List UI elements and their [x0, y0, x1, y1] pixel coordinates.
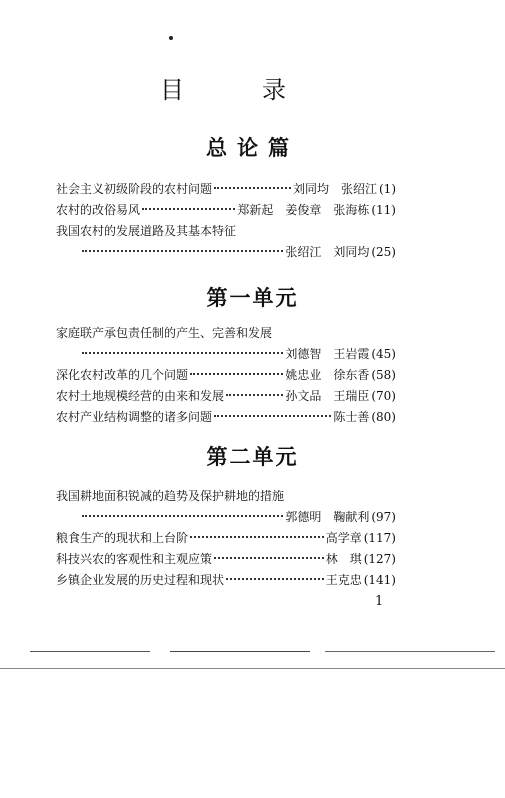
page-number: 1 — [375, 594, 384, 609]
entry-title: 科技兴农的客观性和主观应策 — [56, 552, 213, 566]
toc-entry[interactable] — [56, 550, 396, 568]
entry-page: (70) — [371, 389, 396, 403]
entry-title: 家庭联产承包责任制的产生、完善和发展 — [56, 326, 273, 340]
toc-entry[interactable] — [56, 201, 396, 219]
dot-leader — [142, 208, 235, 210]
entry-page: (141) — [363, 573, 396, 587]
entry-title: 农村土地规模经营的由来和发展 — [56, 389, 225, 403]
scan-edge-line — [325, 651, 495, 652]
dot-leader — [226, 578, 324, 580]
entry-page: (80) — [371, 410, 396, 424]
toc-entry-title-line[interactable] — [56, 222, 396, 240]
entry-page: (11) — [371, 203, 396, 217]
entry-authors: 孙文品 王瑞臣 — [285, 389, 370, 403]
toc-entry-title-line[interactable] — [56, 324, 396, 342]
entry-title: 农村产业结构调整的诸多问题 — [56, 410, 213, 424]
entry-authors: 张绍江 刘同均 — [285, 245, 370, 259]
dot-leader — [214, 415, 331, 417]
entry-page: (117) — [363, 531, 396, 545]
entry-page: (97) — [371, 510, 396, 524]
dot-leader — [214, 557, 324, 559]
entry-authors: 王克忠 — [325, 573, 362, 587]
dot-leader — [82, 352, 283, 354]
toc-entry[interactable] — [56, 529, 396, 547]
entry-authors: 郑新起 姜俊章 张海栋 — [237, 203, 370, 217]
toc-entry[interactable] — [56, 180, 396, 198]
entry-title: 我国耕地面积锐减的趋势及保护耕地的措施 — [56, 489, 285, 503]
entry-title: 农村的改俗易风 — [56, 203, 141, 217]
entry-authors: 刘同均 张绍江 — [292, 182, 377, 196]
entry-title: 粮食生产的现状和上台阶 — [56, 531, 189, 545]
scan-edge-line — [170, 651, 310, 652]
entry-page: (58) — [371, 368, 396, 382]
dot-leader — [190, 536, 324, 538]
section-heading-general: 总论篇 — [206, 136, 299, 160]
toc-entry[interactable] — [56, 571, 396, 589]
ink-speck — [169, 36, 173, 40]
entry-title: 社会主义初级阶段的农村问题 — [56, 182, 213, 196]
title-char-2: 录 — [262, 76, 286, 104]
dot-leader — [82, 515, 283, 517]
dot-leader — [226, 394, 283, 396]
entry-authors: 陈士善 — [333, 410, 370, 424]
dot-leader — [82, 250, 283, 252]
entry-authors: 刘德智 王岩霞 — [285, 347, 370, 361]
toc-entry-continuation[interactable] — [80, 345, 396, 363]
entry-page: (127) — [363, 552, 396, 566]
toc-entry-continuation[interactable] — [80, 243, 396, 261]
toc-entry-continuation[interactable] — [80, 508, 396, 526]
entry-title: 深化农村改革的几个问题 — [56, 368, 189, 382]
entry-title: 我国农村的发展道路及其基本特征 — [56, 224, 237, 238]
toc-entry[interactable] — [56, 387, 396, 405]
entry-page: (1) — [379, 182, 396, 196]
title-char-1: 目 — [160, 76, 184, 104]
entry-authors: 高学章 — [325, 531, 362, 545]
entry-authors: 姚忠业 徐东香 — [285, 368, 370, 382]
entry-title: 乡镇企业发展的历史过程和现状 — [56, 573, 225, 587]
entry-page: (25) — [371, 245, 396, 259]
section-heading-unit-1: 第一单元 — [206, 286, 299, 310]
toc-entry[interactable] — [56, 366, 396, 384]
entry-page: (45) — [371, 347, 396, 361]
entry-authors: 林 琪 — [325, 552, 362, 566]
scan-edge-line — [0, 668, 505, 669]
dot-leader — [190, 373, 283, 375]
scan-edge-line — [30, 651, 150, 652]
dot-leader — [214, 187, 291, 189]
toc-entry[interactable] — [56, 408, 396, 426]
section-heading-unit-2: 第二单元 — [206, 445, 299, 469]
entry-authors: 郭德明 鞠献利 — [285, 510, 370, 524]
page-title — [0, 74, 505, 106]
toc-entry-title-line[interactable] — [56, 487, 396, 505]
